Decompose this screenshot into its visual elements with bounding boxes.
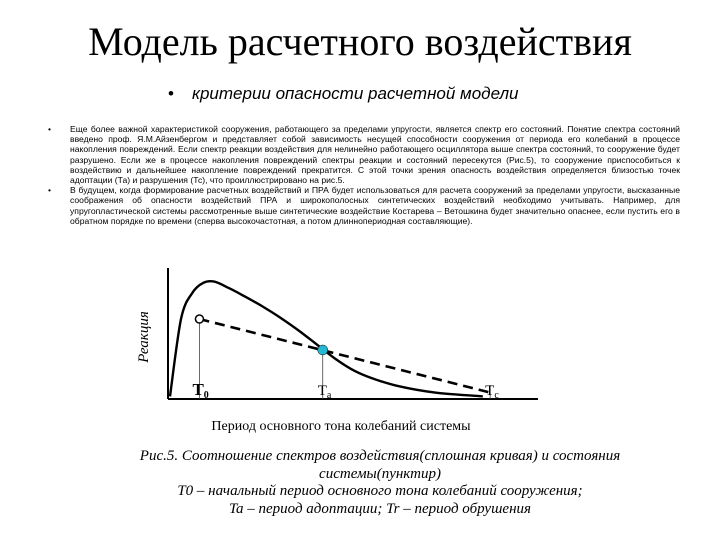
bullet-text: Еще более важной характеристикой сооружения, работающего за пределами упругости, является спектр его состояний. Понятие спектра состояний введено проф. Я.М.Айзенбергом и представляет собой зависимость несущей способности сооружения от периода его колебаний в процессе накопления повреждений. Если спектр реакции воздействия для нелинейно работающего осциллятора выше спектра состояний, то сооружение будет разрушено. Если же в процессе накопления повреждений спектры реакции и состояний пересекутся (Рис.5), то сооружение приспособиться к воздействию и дальнейшее накопление повреждений прекратится. С этой точки зрения опасность воздействия определяется близостью точек адоптации (Та) и разрушения (Тс), что проиллюстрировано на рис.5. — [70, 124, 680, 186]
caption-line: Рис.5. Соотношение спектров воздействия(сплошная кривая) и состояния — [139, 448, 621, 464]
bullet-list — [48, 124, 680, 226]
figure-caption — [110, 448, 650, 518]
subtitle-bullet: • — [168, 84, 174, 103]
y-axis-label: Реакция — [136, 311, 152, 363]
slide-subtitle — [168, 84, 519, 104]
marker-label-ta: $T_a$ — [317, 383, 332, 401]
bullet-paragraph — [48, 185, 680, 226]
subtitle-text: критерии опасности расчетной модели — [191, 84, 519, 103]
bullet-marker: • — [48, 124, 52, 134]
marker-label-t0: T0 — [192, 380, 209, 401]
bullet-text: В будущем, когда формирование расчетных воздействий и ПРА будет использоваться для расчета сооружений за пределами упругости, высказанные соображения об опасности воздействий ПРА и широкополосных синтетических воздействий необходимо учитывать. Например, для упругопластической системы рассмотренные выше синтетические воздействие Костарева – Ветошкина будет значительно опаснее, если пустить его в обратном порядке по времени (сперва высокочастотная, а потом длиннопериодная составляющие). — [70, 185, 680, 226]
caption-line: Ta – период адоптации; Tr – период обрушения — [229, 500, 531, 517]
slide-title: Модель расчетного воздействия — [88, 19, 632, 64]
spectrum-chart — [130, 262, 550, 438]
bullet-paragraph — [48, 124, 680, 185]
x-axis-label: Период основного тона колебаний системы — [211, 419, 471, 434]
chart-svg — [130, 262, 550, 438]
state-spectrum-dashed-line — [199, 319, 490, 393]
initial-point-circle — [195, 315, 203, 323]
caption-line: системы(пунктир) — [319, 465, 441, 482]
caption-line: T0 – начальный период основного тона колебаний сооружения; — [177, 483, 583, 499]
marker-label-tc: $T_c$ — [485, 383, 499, 401]
bullet-marker: • — [48, 185, 52, 196]
adaptation-point — [318, 345, 328, 355]
